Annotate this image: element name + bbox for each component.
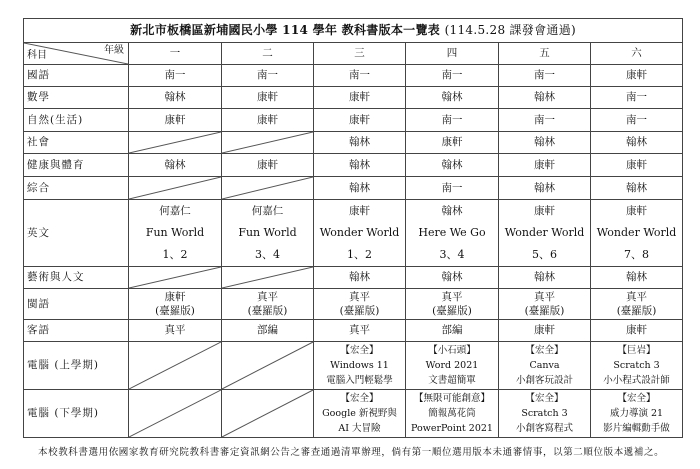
diagonal-slash-icon	[222, 132, 313, 153]
publisher: 【宏全】	[617, 393, 656, 404]
table-cell: 翰林	[129, 87, 222, 109]
not-applicable-cell	[129, 267, 222, 289]
not-applicable-cell	[222, 177, 314, 200]
book-line-1: Windows 11	[330, 360, 389, 371]
subject-label: 科目	[27, 50, 47, 61]
table-cell: 康軒	[222, 87, 314, 109]
table-cell: 翰林	[406, 154, 499, 177]
publisher: 真平	[441, 291, 463, 303]
computer-cell	[406, 390, 499, 438]
subject-cell: 客語	[24, 320, 129, 342]
table-cell: 翰林	[499, 87, 591, 109]
book-line-1: 威力導演 21	[609, 408, 664, 419]
diagonal-slash-icon	[129, 390, 221, 437]
english-cell	[222, 200, 314, 267]
subject-cell: 綜合	[24, 177, 129, 200]
table-row-english	[24, 200, 683, 267]
table-cell: 南一	[406, 65, 499, 87]
table-cell: 部編	[406, 320, 499, 342]
table-row-science	[24, 109, 683, 132]
table-cell: 康軒	[314, 109, 406, 132]
table-cell: 翰林	[591, 177, 683, 200]
table-cell: 康軒	[591, 154, 683, 177]
table-cell: 南一	[499, 65, 591, 87]
publisher: 【無限可能創意】	[413, 393, 490, 404]
book-line-2: 影片編輯動手做	[603, 423, 670, 434]
publisher: 真平	[626, 291, 648, 303]
title-main: 新北市板橋區新埔國民小學 114 學年 教科書版本一覽表	[130, 23, 441, 38]
edition: (臺羅版)	[247, 305, 288, 317]
computer-cell	[406, 342, 499, 390]
subject-cell: 電腦 (上學期)	[24, 342, 129, 390]
publisher: 康軒	[626, 205, 648, 217]
table-title	[24, 19, 683, 43]
computer-cell	[314, 342, 406, 390]
publisher: 真平	[534, 291, 555, 303]
computer-cell	[591, 342, 683, 390]
not-applicable-cell	[222, 132, 314, 154]
book-title: Wonder World	[319, 226, 400, 239]
table-row-health-pe	[24, 154, 683, 177]
table-cell: 康軒	[314, 87, 406, 109]
publisher: 【宏全】	[340, 345, 379, 356]
table-cell: 翰林	[406, 267, 499, 289]
table-cell: 南一	[129, 65, 222, 87]
diagonal-slash-icon	[222, 177, 313, 199]
publisher: 翰林	[441, 205, 463, 217]
grade-header-1: 一	[129, 43, 222, 65]
table-cell: 翰林	[499, 177, 591, 200]
volumes: 7、8	[624, 248, 650, 261]
book-line-1: 簡報萬花筒	[428, 408, 476, 419]
table-cell: 南一	[314, 65, 406, 87]
publisher: 何嘉仁	[251, 205, 284, 217]
table-cell: 翰林	[129, 154, 222, 177]
grade-header-5: 五	[499, 43, 591, 65]
diagonal-slash-icon	[222, 390, 313, 437]
subject-cell: 數學	[24, 87, 129, 109]
edition: (臺羅版)	[524, 305, 565, 317]
computer-cell	[591, 390, 683, 438]
not-applicable-cell	[129, 177, 222, 200]
book-line-2: 文書超簡單	[428, 375, 476, 386]
table-row-computer-second-semester	[24, 390, 683, 438]
table-cell: 翰林	[591, 132, 683, 154]
footer-note: 本校教科書選用依國家教育研究院教科書審定資訊網公告之審查通過清單辦理，倘有第一順位選用版本未通審情事，以第二順位版本遞補之。	[38, 447, 665, 458]
table-cell: 南一	[591, 109, 683, 132]
edition: (臺羅版)	[339, 305, 380, 317]
english-cell	[591, 200, 683, 267]
publisher: 【宏全】	[525, 393, 564, 404]
minnan-cell	[222, 289, 314, 320]
edition: (臺羅版)	[432, 305, 472, 317]
table-cell: 康軒	[591, 65, 683, 87]
table-cell: 康軒	[406, 132, 499, 154]
subject-cell: 電腦 (下學期)	[24, 390, 129, 438]
grade-header-3: 三	[314, 43, 406, 65]
not-applicable-cell	[129, 132, 222, 154]
subject-cell: 藝術與人文	[24, 267, 129, 289]
table-row-integrative	[24, 177, 683, 200]
textbook-version-table	[23, 18, 683, 438]
book-title: Here We Go	[418, 226, 486, 239]
volumes: 5、6	[532, 248, 557, 261]
table-cell: 翰林	[314, 132, 406, 154]
not-applicable-cell	[222, 267, 314, 289]
grade-header-4: 四	[406, 43, 499, 65]
subject-cell: 健康與體育	[24, 154, 129, 177]
book-title: Fun World	[145, 226, 205, 239]
publisher: 康軒	[164, 291, 186, 303]
diagonal-slash-icon	[222, 342, 313, 389]
publisher: 【小石頭】	[428, 345, 476, 356]
subject-cell: 自然(生活)	[24, 109, 129, 132]
english-cell	[129, 200, 222, 267]
computer-cell	[314, 390, 406, 438]
publisher: 【宏全】	[525, 345, 564, 356]
table-cell: 翰林	[406, 87, 499, 109]
subject-cell: 英文	[24, 200, 129, 267]
volumes: 3、4	[255, 248, 280, 261]
header-corner-cell	[24, 43, 129, 65]
diagonal-slash-icon	[129, 267, 221, 288]
publisher: 【宏全】	[340, 393, 379, 404]
table-cell: 康軒	[499, 154, 591, 177]
book-line-2: 小創客寫程式	[515, 423, 573, 434]
title-row	[24, 19, 683, 43]
publisher: 何嘉仁	[159, 205, 191, 217]
table-cell: 康軒	[222, 154, 314, 177]
not-applicable-cell	[129, 342, 222, 390]
book-title: Wonder World	[504, 226, 585, 239]
table-cell: 南一	[499, 109, 591, 132]
book-line-2: 小創客玩設計	[515, 375, 573, 386]
book-line-1: Google 新視野與	[322, 408, 397, 419]
subject-cell: 社會	[24, 132, 129, 154]
book-line-2: 電腦入門輕鬆學	[326, 375, 393, 386]
table-cell: 南一	[222, 65, 314, 87]
table-cell: 翰林	[591, 267, 683, 289]
table-cell: 部編	[222, 320, 314, 342]
title-approval-note: (114.5.28 課發會通過)	[444, 23, 576, 38]
book-line-1: Scratch 3	[613, 360, 660, 371]
volumes: 1、2	[347, 248, 372, 261]
grade-label: 年級	[104, 45, 124, 56]
table-cell: 康軒	[129, 109, 222, 132]
book-line-1: Word 2021	[425, 360, 479, 371]
not-applicable-cell	[222, 342, 314, 390]
english-cell	[406, 200, 499, 267]
diagonal-slash-icon	[129, 177, 221, 199]
book-title: Fun World	[238, 226, 297, 239]
table-cell: 翰林	[314, 154, 406, 177]
volumes: 1、2	[162, 248, 188, 261]
publisher: 康軒	[349, 205, 370, 217]
minnan-cell	[314, 289, 406, 320]
computer-cell	[499, 390, 591, 438]
table-cell: 康軒	[499, 320, 591, 342]
diagonal-slash-icon	[129, 132, 221, 153]
subject-cell: 國語	[24, 65, 129, 87]
minnan-cell	[499, 289, 591, 320]
table-row-math	[24, 87, 683, 109]
table-row-computer-first-semester	[24, 342, 683, 390]
book-line-2: PowerPoint 2021	[411, 423, 493, 434]
minnan-cell	[406, 289, 499, 320]
table-cell: 翰林	[499, 132, 591, 154]
header-row	[24, 43, 683, 65]
table-row-arts	[24, 267, 683, 289]
table-row-social	[24, 132, 683, 154]
grade-header-6: 六	[591, 43, 683, 65]
book-line-1: Scratch 3	[521, 408, 568, 419]
table-row-hakka	[24, 320, 683, 342]
not-applicable-cell	[222, 390, 314, 438]
minnan-cell	[129, 289, 222, 320]
table-cell: 康軒	[591, 320, 683, 342]
table-row-chinese	[24, 65, 683, 87]
table-cell: 翰林	[314, 177, 406, 200]
textbook-version-table-sheet	[23, 18, 682, 438]
table-cell: 南一	[406, 109, 499, 132]
table-cell: 真平	[314, 320, 406, 342]
diagonal-slash-icon	[129, 342, 221, 389]
table-cell: 南一	[406, 177, 499, 200]
edition: (臺羅版)	[155, 305, 195, 317]
table-row-minnan	[24, 289, 683, 320]
book-line-1: Canva	[529, 360, 560, 371]
computer-cell	[499, 342, 591, 390]
volumes: 3、4	[439, 248, 465, 261]
subject-cell: 閩語	[24, 289, 129, 320]
book-title: Wonder World	[596, 226, 677, 239]
diagonal-slash-icon	[222, 267, 313, 288]
english-cell	[314, 200, 406, 267]
publisher: 康軒	[534, 205, 555, 217]
minnan-cell	[591, 289, 683, 320]
grade-header-2: 二	[222, 43, 314, 65]
publisher: 【巨岩】	[617, 345, 656, 356]
table-cell: 康軒	[222, 109, 314, 132]
book-line-2: AI 大冒險	[338, 423, 381, 434]
table-cell: 翰林	[314, 267, 406, 289]
table-cell: 南一	[591, 87, 683, 109]
publisher: 真平	[349, 291, 370, 303]
not-applicable-cell	[129, 390, 222, 438]
publisher: 真平	[257, 291, 278, 303]
table-cell: 真平	[129, 320, 222, 342]
english-cell	[499, 200, 591, 267]
table-cell: 翰林	[499, 267, 591, 289]
edition: (臺羅版)	[616, 305, 657, 317]
book-line-2: 小小程式設計師	[603, 375, 670, 386]
